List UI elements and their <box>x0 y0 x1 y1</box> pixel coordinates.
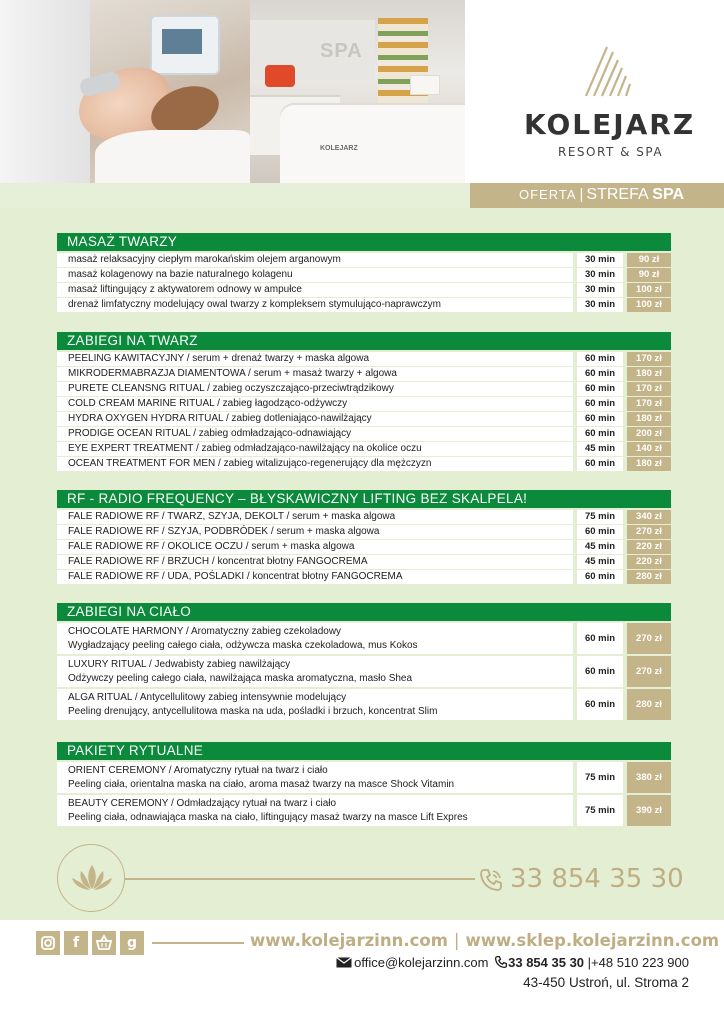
treatment-time: 75 min <box>577 510 623 524</box>
list-item <box>57 253 671 268</box>
treatment-details: Peeling drenujący, antycellulitowa maska na uda, pośladki i brzuch, koncentrat Slim <box>68 706 438 717</box>
footer <box>0 920 724 1024</box>
phone-number-text: 33 854 35 30 <box>510 864 684 894</box>
treatment-details: Peeling ciała, orientalna maska na ciało, aroma masaż twarzy na masce Shock Vitamin <box>68 779 455 790</box>
treatment-name: PRODIGE OCEAN RITUAL / zabieg odmładzająco-odnawiający <box>57 427 573 441</box>
website-separator: | <box>453 931 460 950</box>
offer-separator: | <box>579 186 584 203</box>
treatment-price: 280 zł <box>627 570 671 584</box>
treatment-time: 60 min <box>577 382 623 396</box>
spa-photos <box>0 0 465 183</box>
treatment-price: 390 zł <box>627 795 671 826</box>
treatment-name: ORIENT CEREMONY / Aromatyczny rytuał na twarz i ciało <box>68 765 328 776</box>
price-list <box>0 208 724 920</box>
treatment-details: Wygładzający peeling całego ciała, odżywcza maska czekoladowa, mus Kokos <box>68 640 418 651</box>
section-title: ZABIEGI NA TWARZ <box>57 332 671 350</box>
towel-badge: KOLEJARZ <box>320 145 358 152</box>
section-masaz-twarzy <box>57 233 671 313</box>
list-item <box>57 540 671 555</box>
treatment-price: 380 zł <box>627 762 671 793</box>
treatment-time: 60 min <box>577 397 623 411</box>
treatment-time: 75 min <box>577 762 623 793</box>
list-item <box>57 457 671 472</box>
treatment-price: 180 zł <box>627 457 671 471</box>
treatment-name: BEAUTY CEREMONY / Odmładzający rytuał na twarz i ciało <box>68 798 337 809</box>
list-item <box>57 689 671 722</box>
email-link[interactable]: office@kolejarzinn.com <box>354 955 489 970</box>
treatment-time: 60 min <box>577 457 623 471</box>
section-pakiety-rytualne <box>57 742 671 828</box>
treatment-name: HYDRA OXYGEN HYDRA RITUAL / zabieg dotleniająco-nawilżający <box>57 412 573 426</box>
treatment-time: 45 min <box>577 442 623 456</box>
website-link[interactable]: www.kolejarzinn.com <box>250 931 448 950</box>
divider-line <box>125 878 475 880</box>
list-item <box>57 352 671 367</box>
treatment-time: 75 min <box>577 795 623 826</box>
treatment-name: EYE EXPERT TREATMENT / zabieg odmładzająco-nawilżający na okolice oczu <box>57 442 573 456</box>
treatment-time: 45 min <box>577 540 623 554</box>
lotus-emblem <box>57 844 125 912</box>
treatment-name: ALGA RITUAL / Antycellulitowy zabieg intensywnie modelujący <box>68 692 347 703</box>
section-zabiegi-na-twarz <box>57 332 671 472</box>
brand-name: KOLEJARZ <box>524 108 696 141</box>
list-item <box>57 298 671 313</box>
treatment-time: 60 min <box>577 525 623 539</box>
treatment-name: masaż kolagenowy na bazie naturalnego kolagenu <box>57 268 573 282</box>
treatment-time: 60 min <box>577 427 623 441</box>
contact-line <box>336 955 689 970</box>
treatment-name: OCEAN TREATMENT FOR MEN / zabieg witalizująco-regenerujący dla mężczyzn <box>57 457 573 471</box>
treatment-description <box>57 795 573 826</box>
list-item <box>57 623 671 656</box>
treatment-name: PEELING KAWITACYJNY / serum + drenaż twarzy + maska algowa <box>57 352 573 366</box>
brand-subtitle: RESORT & SPA <box>558 145 664 159</box>
section-title: PAKIETY RYTUALNE <box>57 742 671 760</box>
offer-bar <box>0 183 724 208</box>
list-item <box>57 442 671 457</box>
phone-icon <box>478 867 504 893</box>
list-item <box>57 382 671 397</box>
treatment-description <box>57 762 573 793</box>
treatment-name: CHOCOLATE HARMONY / Aromatyczny zabieg czekoladowy <box>68 626 342 637</box>
treatment-name: FALE RADIOWE RF / TWARZ, SZYJA, DEKOLT / serum + maska algowa <box>57 510 573 524</box>
treatment-description <box>57 623 573 654</box>
spa-wall-sign: SPA <box>320 40 363 62</box>
treatment-time: 60 min <box>577 656 623 687</box>
treatment-price: 270 zł <box>627 525 671 539</box>
logo-mark-icon <box>580 44 635 99</box>
mobile-phone[interactable]: |+48 510 223 900 <box>587 955 689 970</box>
section-title: ZABIEGI NA CIAŁO <box>57 603 671 621</box>
treatment-price: 90 zł <box>627 268 671 282</box>
treatment-time: 60 min <box>577 367 623 381</box>
website-links <box>250 931 719 950</box>
treatment-time: 60 min <box>577 570 623 584</box>
treatment-name: FALE RADIOWE RF / SZYJA, PODBRÓDEK / serum + maska algowa <box>57 525 573 539</box>
list-item <box>57 283 671 298</box>
treatment-price: 180 zł <box>627 412 671 426</box>
spa-room-photo <box>250 0 465 183</box>
treatment-price: 270 zł <box>627 623 671 654</box>
treatment-price: 270 zł <box>627 656 671 687</box>
envelope-icon <box>336 957 352 968</box>
section-rf-radio-frequency <box>57 490 671 585</box>
treatment-time: 30 min <box>577 283 623 297</box>
list-item <box>57 510 671 525</box>
treatment-name: FALE RADIOWE RF / OKOLICE OCZU / serum + maska algowa <box>57 540 573 554</box>
basket-icon[interactable] <box>92 931 116 955</box>
social-links <box>36 931 144 955</box>
lotus-icon <box>70 863 114 893</box>
footer-divider <box>152 942 244 944</box>
treatment-name: drenaż limfatyczny modelujący owal twarzy z kompleksem stymulująco-naprawczym <box>57 298 573 312</box>
list-item <box>57 762 671 795</box>
treatment-time: 30 min <box>577 268 623 282</box>
treatment-time: 45 min <box>577 555 623 569</box>
treatment-name: COLD CREAM MARINE RITUAL / zabieg łagodząco-odżywczy <box>57 397 573 411</box>
treatment-price: 100 zł <box>627 298 671 312</box>
treatment-description <box>57 656 573 687</box>
treatment-description <box>57 689 573 720</box>
treatment-name: LUXURY RITUAL / Jedwabisty zabieg nawilżający <box>68 659 291 670</box>
treatment-time: 60 min <box>577 412 623 426</box>
treatment-time: 30 min <box>577 298 623 312</box>
list-item <box>57 570 671 585</box>
offer-strefa: STREFA <box>586 186 649 203</box>
offer-heading <box>519 186 684 204</box>
treatment-price: 280 zł <box>627 689 671 720</box>
offer-spa: SPA <box>652 186 684 203</box>
section-title: RF - RADIO FREQUENCY – BŁYSKAWICZNY LIFTING BEZ SKALPELA! <box>57 490 671 508</box>
treatment-time: 60 min <box>577 623 623 654</box>
address: 43-450 Ustroń, ul. Stroma 2 <box>523 975 689 990</box>
treatment-price: 180 zł <box>627 367 671 381</box>
treatment-name: MIKRODERMABRAZJA DIAMENTOWA / serum + masaż twarzy + algowa <box>57 367 573 381</box>
treatment-time: 30 min <box>577 253 623 267</box>
treatment-name: FALE RADIOWE RF / UDA, POŚLADKI / koncentrat błotny FANGOCREMA <box>57 570 573 584</box>
treatment-price: 170 zł <box>627 382 671 396</box>
facial-treatment-photo <box>0 0 250 183</box>
treatment-name: masaż relaksacyjny ciepłym marokańskim olejem arganowym <box>57 253 573 267</box>
google-plus-icon[interactable]: g <box>120 931 144 955</box>
treatment-price: 340 zł <box>627 510 671 524</box>
offer-label: OFERTA <box>518 187 577 202</box>
treatment-time: 60 min <box>577 689 623 720</box>
shop-link[interactable]: www.sklep.kolejarzinn.com <box>465 931 720 950</box>
treatment-price: 170 zł <box>627 397 671 411</box>
facebook-icon[interactable]: f <box>64 931 88 955</box>
treatment-price: 90 zł <box>627 253 671 267</box>
list-item <box>57 525 671 540</box>
treatment-details: Peeling ciała, odnawiająca maska na ciało, liftingujący masaż twarzy na masce Lift Expres <box>68 812 468 823</box>
list-item <box>57 397 671 412</box>
list-item <box>57 268 671 283</box>
list-item <box>57 367 671 382</box>
phone-link[interactable]: 33 854 35 30 <box>508 955 585 970</box>
treatment-price: 200 zł <box>627 427 671 441</box>
header <box>0 0 724 183</box>
treatment-price: 220 zł <box>627 555 671 569</box>
treatment-time: 60 min <box>577 352 623 366</box>
list-item <box>57 427 671 442</box>
treatment-price: 170 zł <box>627 352 671 366</box>
list-item <box>57 795 671 828</box>
kolejarz-logo <box>470 20 724 170</box>
list-item <box>57 656 671 689</box>
treatment-name: masaż liftingujący z aktywatorem odnowy w ampułce <box>57 283 573 297</box>
list-item <box>57 412 671 427</box>
treatment-price: 100 zł <box>627 283 671 297</box>
instagram-icon[interactable] <box>36 931 60 955</box>
treatment-name: PURETE CLEANSNG RITUAL / zabieg oczyszczająco-przeciwtrądzikowy <box>57 382 573 396</box>
phone-icon <box>494 955 508 969</box>
list-item <box>57 555 671 570</box>
phone-number-large[interactable] <box>478 864 684 894</box>
treatment-name: FALE RADIOWE RF / BRZUCH / koncentrat błotny FANGOCREMA <box>57 555 573 569</box>
section-zabiegi-na-cialo <box>57 603 671 722</box>
treatment-price: 140 zł <box>627 442 671 456</box>
treatment-price: 220 zł <box>627 540 671 554</box>
section-title: MASAŻ TWARZY <box>57 233 671 251</box>
treatment-details: Odżywczy peeling całego ciała, nawilżająca maska aromatyczna, masło Shea <box>68 673 413 684</box>
